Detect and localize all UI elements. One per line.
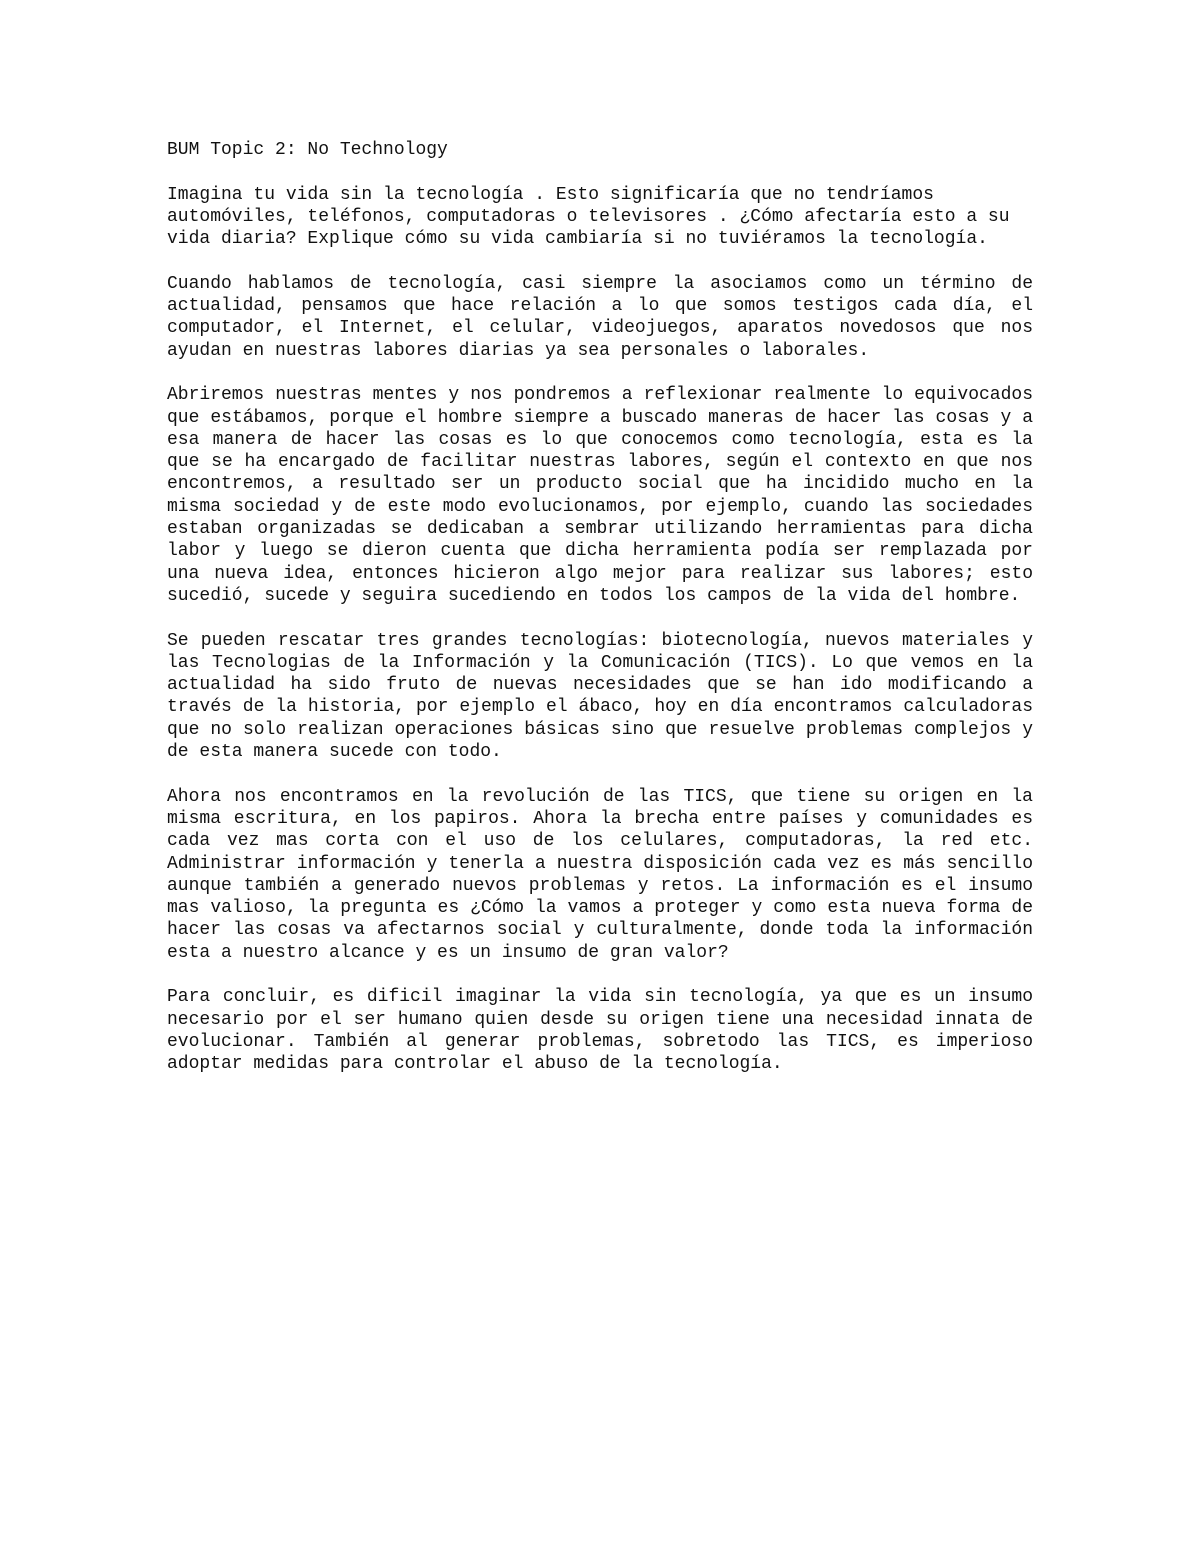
paragraph-2: Abriremos nuestras mentes y nos pondremos a reflexionar realmente lo equivocados que estábamos, porque el hombre siempre a buscado maneras de hacer las cosas y a esa manera de hacer las cosas es lo que conocemos como tecnología, esta es la que se ha encargado de facilitar nuestras labores, según el contexto en que nos encontremos, a resultado ser un producto social que ha incidido mucho en la misma sociedad y de este modo evolucionamos, por ejemplo, cuando las sociedades estaban organizadas se dedicaban a sembrar utilizando herramientas para dicha labor y luego se dieron cuenta que dicha herramienta podía ser remplazada por una nueva idea, entonces hicieron algo mejor para realizar sus labores; esto sucedió, sucede y seguira sucediendo en todos los campos de la vida del hombre. [167, 385, 1033, 606]
document-body [167, 139, 1033, 1098]
paragraph-3: Se pueden rescatar tres grandes tecnologías: biotecnología, nuevos materiales y las Tecnologias de la Información y la Comunicación (TICS). Lo que vemos en la actualidad ha sido fruto de nuevas necesidades que se han ido modificando a través de la historia, por ejemplo el ábaco, hoy en día encontramos calculadoras que no solo realizan operaciones básicas sino que resuelve problemas complejos y de esta manera sucede con todo. [167, 630, 1033, 763]
essay-prompt: Imagina tu vida sin la tecnología . Esto significaría que no tendríamos automóviles, teléfonos, computadoras o televisores . ¿Cómo afectaría esto a su vida diaria? Explique cómo su vida cambiaría si no tuviéramos la tecnología. [167, 184, 1010, 250]
paragraph-5: Para concluir, es dificil imaginar la vida sin tecnología, ya que es un insumo necesario por el ser humano quien desde su origen tiene una necesidad innata de evolucionar. También al generar problemas, sobretodo las TICS, es imperioso adoptar medidas para controlar el abuso de la tecnología. [167, 987, 1033, 1075]
document-title: BUM Topic 2: No Technology [167, 140, 448, 160]
paragraph-4: Ahora nos encontramos en la revolución de las TICS, que tiene su origen en la misma escritura, en los papiros. Ahora la brecha entre países y comunidades es cada vez mas corta con el uso de los celulares, computadoras, la red etc. Administrar información y tenerla a nuestra disposición cada vez es más sencillo aunque también a generado nuevos problemas y retos. La información es el insumo mas valioso, la pregunta es ¿Cómo la vamos a proteger y como esta nueva forma de hacer las cosas va afectarnos social y culturalmente, donde toda la información esta a nuestro alcance y es un insumo de gran valor? [167, 786, 1033, 963]
paragraph-1: Cuando hablamos de tecnología, casi siempre la asociamos como un término de actualidad, pensamos que hace relación a lo que somos testigos cada día, el computador, el Internet, el celular, videojuegos, aparatos novedosos que nos ayudan en nuestras labores diarias ya sea personales o laborales. [167, 273, 1033, 361]
